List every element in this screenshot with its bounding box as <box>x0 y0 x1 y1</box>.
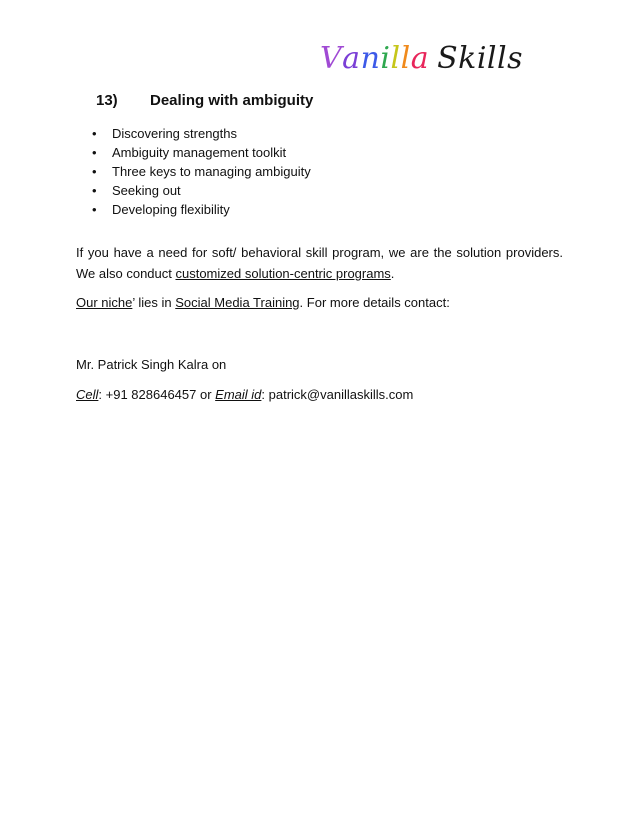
bullet-list <box>92 124 311 219</box>
logo-word-skills: Skills <box>437 41 524 76</box>
list-item <box>92 181 311 200</box>
bullet-icon: • <box>92 202 97 217</box>
contact-details <box>76 384 563 405</box>
section-title: Dealing with ambiguity <box>150 92 314 109</box>
contact-name: Mr. Patrick Singh Kalra on <box>76 357 227 372</box>
email-text[interactable]: : patrick@vanillaskills.com <box>261 387 414 402</box>
list-item-text: Ambiguity management toolkit <box>112 145 287 160</box>
logo-letter: a <box>410 41 430 76</box>
list-item <box>92 124 311 143</box>
list-item <box>92 143 311 162</box>
logo-letter: i <box>380 41 391 76</box>
logo-letter: l <box>400 41 411 76</box>
cell-text: : +91 828646457 or <box>98 387 216 402</box>
bullet-icon: • <box>92 164 97 179</box>
list-item <box>92 200 311 219</box>
niche-mid: ’ lies in <box>132 295 176 310</box>
cell-label: Cell <box>76 387 99 402</box>
bullet-icon: • <box>92 145 97 160</box>
section-number: 13) <box>96 92 118 109</box>
niche-paragraph <box>76 292 563 313</box>
logo-letter: a <box>342 41 361 76</box>
list-item-text: Developing flexibility <box>112 202 230 217</box>
list-item-text: Three keys to managing ambiguity <box>112 164 311 179</box>
logo-letter: V <box>320 41 343 76</box>
our-niche-link[interactable]: Our niche <box>76 295 133 310</box>
logo-letter: n <box>360 41 381 76</box>
programs-link[interactable]: customized solution-centric programs <box>175 266 391 281</box>
email-label: Email id <box>215 387 262 402</box>
vanilla-skills-logo <box>320 41 524 76</box>
section-heading <box>96 92 313 109</box>
bullet-icon: • <box>92 126 97 141</box>
intro-paragraph <box>76 242 563 284</box>
intro-text: If you have a need for soft/ behavioral skill program, we are the solution providers. We also conduct <box>76 245 563 281</box>
social-media-training-link[interactable]: Social Media Training <box>175 295 300 310</box>
niche-end: . For more details contact: <box>299 295 450 310</box>
list-item-text: Discovering strengths <box>112 126 237 141</box>
bullet-icon: • <box>92 183 97 198</box>
logo-letter: l <box>390 41 401 76</box>
intro-end: . <box>390 266 395 281</box>
list-item <box>92 162 311 181</box>
list-item-text: Seeking out <box>112 183 181 198</box>
